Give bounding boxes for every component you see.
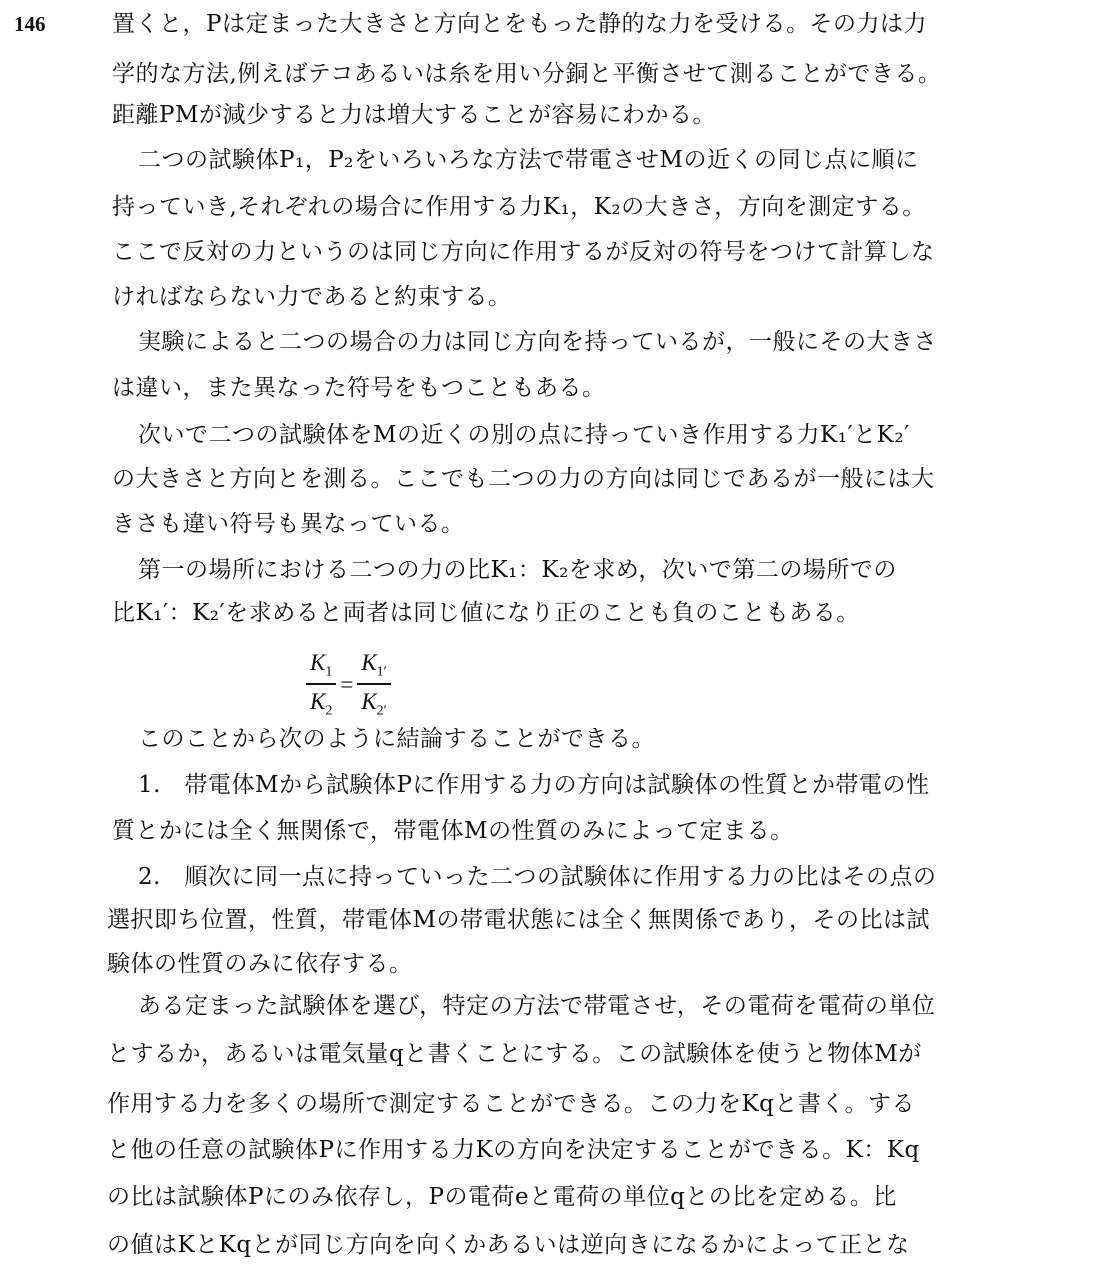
- text-line: 験体の性質のみに依存する。: [107, 951, 413, 977]
- text-line: きさも違い符号も異なっている。: [112, 511, 465, 537]
- text-line: と他の任意の試験体Pに作用する力Kの方向を決定することができる。K：Kq: [107, 1137, 920, 1163]
- formula-subscript: 2′: [376, 703, 387, 719]
- text-line: 作用する力を多くの場所で測定することができる。この力をKqと書く。する: [107, 1091, 915, 1117]
- formula-subscript: 2: [325, 703, 333, 719]
- text-line: 第一の場所における二つの力の比K₁：K₂を求め，次いで第二の場所での: [138, 557, 897, 583]
- text-line: このことから次のように結論することができる。: [138, 726, 655, 752]
- text-line: ある定まった試験体を選び，特定の方法で帯電させ，その電荷を電荷の単位: [138, 993, 936, 1019]
- text-line: の大きさと方向とを測る。ここでも二つの力の方向は同じであるが一般には大: [112, 466, 935, 492]
- text-line: の比は試験体Pにのみ依存し，Pの電荷eと電荷の単位qとの比を定める。比: [107, 1184, 897, 1210]
- list-item-2: 2. 順次に同一点に持っていった二つの試験体に作用する力の比はその点の: [138, 864, 937, 890]
- text-line: 実験によると二つの場合の力は同じ方向を持っているが，一般にその大きさ: [138, 329, 937, 355]
- formula-right-fraction: [357, 650, 390, 719]
- text-line: 二つの試験体P₁，P₂をいろいろな方法で帯電させMの近くの同じ点に順に: [138, 147, 919, 173]
- text-line: 次いで二つの試験体をMの近くの別の点に持っていき作用する力K₁′とK₂′: [138, 422, 910, 448]
- ratio-formula: [306, 650, 391, 719]
- text-line: とするか，あるいは電気量qと書くことにする。この試験体を使うと物体Mが: [107, 1041, 922, 1067]
- text-line: 学的な方法,例えばテコあるいは糸を用い分銅と平衡させて測ることができる。: [112, 61, 942, 87]
- text-line: の値はKとKqとが同じ方向を向くかあるいは逆向きになるかによって正とな: [107, 1232, 910, 1258]
- formula-subscript: 1′: [376, 664, 387, 680]
- text-line: 選択即ち位置，性質，帯電体Mの帯電状態には全く無関係であり，その比は試: [107, 907, 931, 933]
- text-line: ければならない力であると約束する。: [112, 284, 512, 310]
- formula-symbol: K: [361, 650, 377, 675]
- text-line: は違い，また異なった符号をもつこともある。: [112, 375, 606, 401]
- text-line: 置くと，Pは定まった大きさと方向とをもった静的な力を受ける。その力は力: [112, 11, 927, 37]
- formula-left-fraction: [306, 650, 336, 719]
- text-line: ここで反対の力というのは同じ方向に作用するが反対の符号をつけて計算しな: [112, 239, 935, 265]
- text-line: 比K₁′：K₂′を求めると両者は同じ値になり正のことも負のこともある。: [112, 600, 860, 626]
- text-line: 距離PMが減少すると力は増大することが容易にわかる。: [112, 102, 717, 128]
- formula-equals: =: [340, 671, 354, 697]
- text-line: 質とかには全く無関係で，帯電体Mの性質のみによって定まる。: [112, 818, 794, 844]
- list-item-1: 1. 帯電体Mから試験体Pに作用する力の方向は試験体の性質とか帯電の性: [138, 772, 930, 798]
- formula-symbol: K: [310, 688, 326, 714]
- formula-symbol: K: [310, 650, 326, 675]
- formula-symbol: K: [361, 688, 377, 714]
- text-line: 持っていき,それぞれの場合に作用する力K₁，K₂の大きさ，方向を測定する。: [112, 194, 926, 220]
- formula-subscript: 1: [325, 664, 333, 680]
- page-number: 146: [14, 12, 46, 36]
